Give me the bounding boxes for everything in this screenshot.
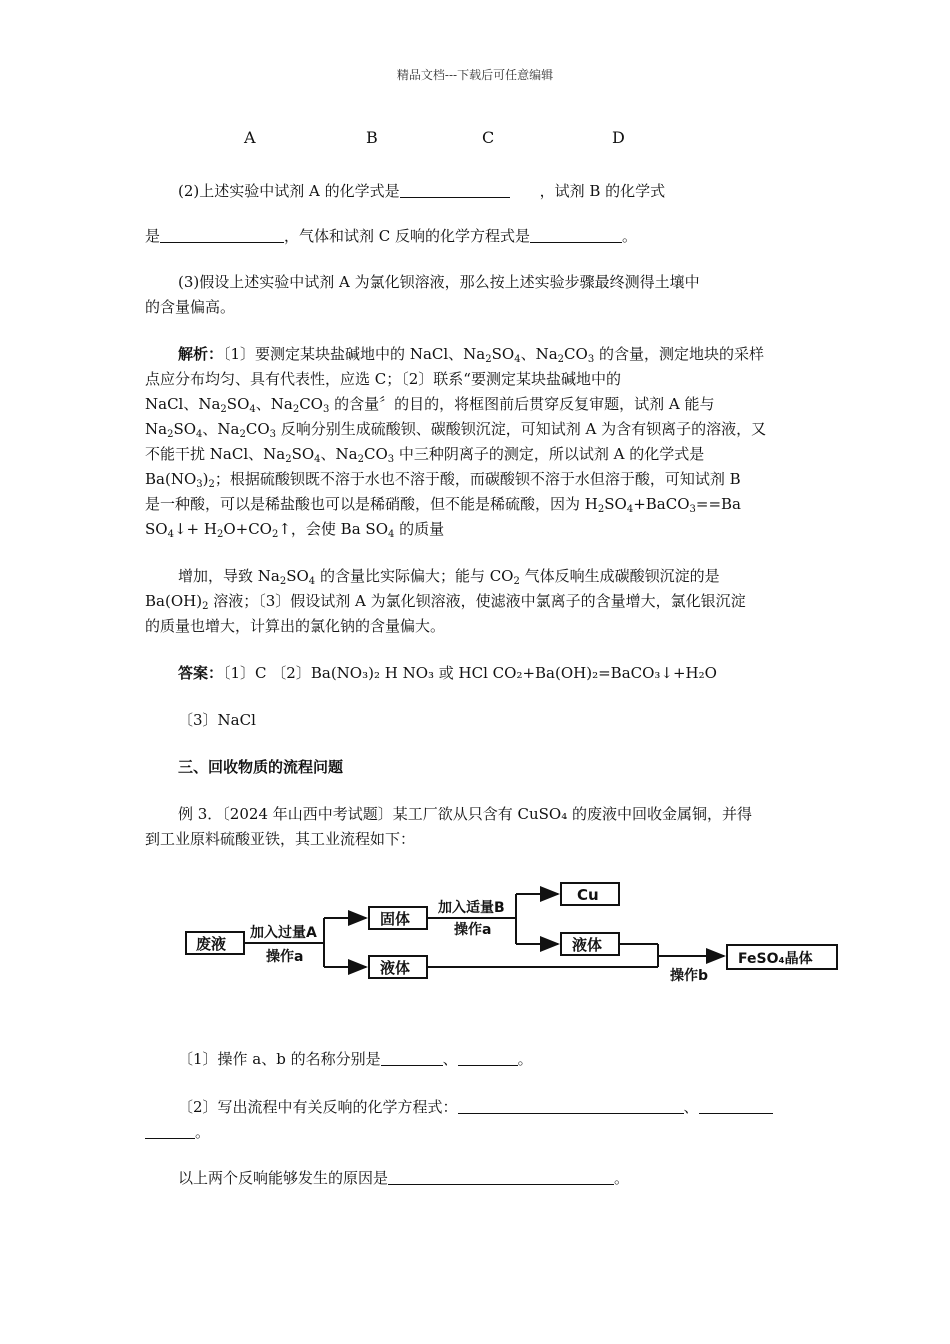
diagram-add-b: 加入适量B — [438, 900, 505, 916]
q2-line1: (2)上述实验中试剂 A 的化学式是 ，试剂 B 的化学式 — [178, 182, 666, 200]
blank-op-a[interactable] — [381, 1050, 443, 1066]
analysis-line9: 增加，导致 $Na_2SO_4$ 的含量比实际偏大；能与 $CO_2$ 气体反响生成碳酸钡沉淀的是 — [178, 567, 720, 587]
blank-equation-2-cont[interactable] — [145, 1123, 195, 1139]
diagram-product: FeSO₄晶体 — [738, 951, 813, 967]
q2-line2: 是 ，气体和试剂 C 反响的化学方程式是 。 — [145, 227, 638, 245]
analysis-line10: $Ba(OH)_2$ 溶液；〔3〕假设试剂 A 为氯化钡溶液，使滤液中氯离子的含量增大，氯化银沉淀 — [145, 592, 746, 612]
q2b-line1: 〔2〕写出流程中有关反响的化学方程式： 、 — [178, 1095, 773, 1120]
analysis-line8: $SO_4↓+$ $H_2O+CO_2↑$，会使 Ba $SO_4$ 的质量 — [145, 520, 445, 540]
analysis-line4: $Na_2SO_4$、$Na_2CO_3$ 反响分别生成硫酸钡、碳酸钡沉淀，可知试剂 A 为含有钡离子的溶液，又 — [145, 420, 767, 440]
blank-reason[interactable] — [388, 1169, 614, 1185]
option-d: D — [612, 128, 625, 147]
diagram-op-a2: 操作a — [454, 922, 492, 938]
analysis-line11: 的质量也增大，计算出的氯化钠的含量偏大。 — [145, 617, 446, 635]
analysis-line7: 是一种酸，可以是稀盐酸也可以是稀硝酸，但不能是稀硫酸，因为 $H_2SO_4+BaCO_3==Ba$ — [145, 495, 741, 515]
blank-op-b[interactable] — [458, 1050, 518, 1066]
analysis-line5: 不能干扰 NaCl、$Na_2SO_4$、$Na_2CO_3$ 中三种阴离子的测定，所以试剂 A 的化学式是 — [145, 445, 705, 465]
diagram-cu: Cu — [577, 886, 599, 904]
analysis-line3: NaCl、$Na_2SO_4$、$Na_2CO_3$ 的含量〞的目的，将框图前后贯穿反复审题，试剂 A 能与 — [145, 395, 715, 415]
blank-reagent-a[interactable] — [400, 182, 510, 198]
example-line1: 例 3．〔2024 年山西中考试题〕某工厂欲从只含有 CuSO₄ 的废液中回收金属铜，并得 — [178, 805, 753, 823]
answer-line1: 答案：〔1〕C 〔2〕Ba(NO₃)₂ H NO₃ 或 HCl CO₂+Ba(OH)₂=BaCO₃↓+H₂O — [178, 664, 717, 682]
option-a: A — [244, 128, 256, 147]
answer-line2: 〔3〕NaCl — [178, 711, 256, 729]
analysis-line6: $Ba(NO_3)_2$；根据硫酸钡既不溶于水也不溶于酸，而碳酸钡不溶于水但溶于酸，可知试剂 B — [145, 470, 741, 490]
blank-equation[interactable] — [530, 227, 622, 243]
section-title: 三、回收物质的流程问题 — [178, 758, 344, 776]
diagram-op-b: 操作b — [670, 968, 709, 984]
diagram-liquid2: 液体 — [572, 936, 603, 954]
blank-reagent-b[interactable] — [160, 227, 284, 243]
analysis-line2: 点应分布均匀、具有代表性，应选 C；〔2〕联系“要测定某块盐碱地中的 — [145, 370, 621, 388]
example-line2: 到工业原料硫酸亚铁，其工业流程如下： — [145, 830, 416, 848]
q2b-line2: 。 — [145, 1120, 210, 1145]
diagram-op-a1: 操作a — [266, 949, 304, 965]
option-b: B — [366, 128, 378, 147]
blank-equation-1[interactable] — [458, 1098, 684, 1114]
option-c: C — [482, 128, 495, 147]
diagram-liquid1: 液体 — [380, 959, 411, 977]
q3-line2: 的含量偏高。 — [145, 298, 236, 316]
q1-line: 〔1〕操作 a、b 的名称分别是 、 。 — [178, 1050, 533, 1068]
blank-equation-2[interactable] — [699, 1098, 773, 1114]
diagram-waste: 废液 — [196, 935, 227, 953]
diagram-add-a: 加入过量A — [250, 925, 317, 941]
q3-line1: (3)假设上述实验中试剂 A 为氯化钡溶液，那么按上述实验步骤最终测得土壤中 — [178, 273, 700, 291]
page-header: 精品文档---下载后可任意编辑 — [396, 68, 554, 82]
analysis-line1: 解析：〔1〕要测定某块盐碱地中的 NaCl、$Na_2SO_4$、$Na_2CO_3$ 的含量，测定地块的采样 — [178, 345, 764, 365]
reason-line: 以上两个反响能够发生的原因是 。 — [178, 1169, 630, 1187]
diagram-solid: 固体 — [380, 910, 411, 928]
flow-diagram — [176, 868, 846, 990]
